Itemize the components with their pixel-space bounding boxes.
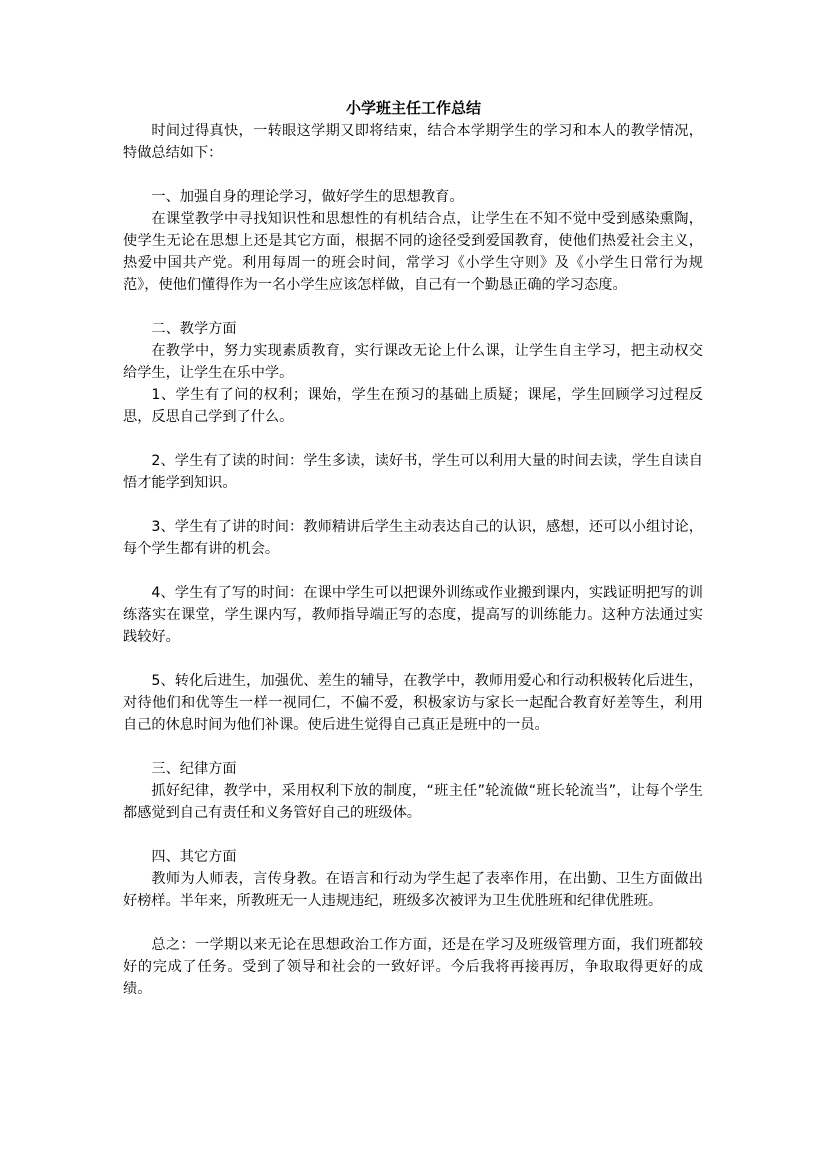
section-3-paragraph: 抓好纪律，教学中，采用权利下放的制度，“班主任”轮流做“班长轮流当”，让每个学生都感觉到自己有责任和义务管好自己的班级体。 — [123, 783, 703, 821]
section-2-paragraph: 在教学中，努力实现素质教育，实行课改无论上什么课，让学生自主学习，把主动权交给学生，让学生在乐中学。 — [123, 343, 703, 381]
section-2-item-4: 4、学生有了写的时间：在课中学生可以把课外训练或作业搬到课内，实践证明把写的训练落实在课堂，学生课内写，教师指导端正写的态度，提高写的训练能力。这种方法通过实践较好。 — [123, 585, 703, 645]
paragraph-spacer — [123, 494, 703, 516]
paragraph-spacer — [123, 164, 703, 186]
document-body — [123, 120, 703, 1000]
intro-paragraph: 时间过得真快，一转眼这学期又即将结束，结合本学期学生的学习和本人的教学情况，特做总结如下： — [123, 123, 703, 161]
section-2-item-2: 2、学生有了读的时间：学生多读，读好书，学生可以利用大量的时间去读，学生自读自悟才能学到知识。 — [123, 453, 703, 491]
paragraph-spacer — [123, 824, 703, 846]
paragraph-spacer — [123, 560, 703, 582]
section-2-item-3: 3、学生有了讲的时间：教师精讲后学生主动表达自己的认识，感想，还可以小组讨论，每个学生都有讲的机会。 — [123, 519, 703, 557]
section-2-item-5: 5、转化后进生，加强优、差生的辅导，在教学中，教师用爱心和行动积极转化后进生，对待他们和优等生一样一视同仁，不偏不爱，积极家访与家长一起配合教育好差等生，利用自己的休息时间为他们补课。使后进生觉得自己真正是班中的一员。 — [123, 673, 703, 733]
paragraph-spacer — [123, 296, 703, 318]
section-4-paragraph: 教师为人师表，言传身教。在语言和行动为学生起了表率作用，在出勤、卫生方面做出好榜样。半年来，所教班无一人违规违纪，班级多次被评为卫生优胜班和纪律优胜班。 — [123, 871, 703, 909]
section-3-heading: 三、纪律方面 — [151, 761, 237, 777]
paragraph-spacer — [123, 912, 703, 934]
conclusion-paragraph: 总之：一学期以来无论在思想政治工作方面，还是在学习及班级管理方面，我们班都较好的完成了任务。受到了领导和社会的一致好评。今后我将再接再厉，争取取得更好的成绩。 — [123, 937, 703, 997]
section-1-paragraph: 在课堂教学中寻找知识性和思想性的有机结合点，让学生在不知不觉中受到感染熏陶，使学生无论在思想上还是其它方面，根据不同的途径受到爱国教育，使他们热爱社会主义，热爱中国共产党。利用每周一的班会时间，常学习《小学生守则》及《小学生日常行为规范》，使他们懂得作为一名小学生应该怎样做，自己有一个勤恳正确的学习态度。 — [123, 211, 703, 293]
document-title: 小学班主任工作总结 — [345, 99, 481, 117]
paragraph-spacer — [123, 736, 703, 758]
section-2-heading: 二、教学方面 — [151, 321, 237, 337]
section-2-item-1: 1、学生有了问的权利；课始，学生在预习的基础上质疑；课尾，学生回顾学习过程反思，反思自己学到了什么。 — [123, 387, 703, 425]
section-4-heading: 四、其它方面 — [151, 849, 237, 865]
section-1-heading: 一、加强自身的理论学习，做好学生的思想教育。 — [151, 189, 464, 205]
paragraph-spacer — [123, 648, 703, 670]
paragraph-spacer — [123, 428, 703, 450]
